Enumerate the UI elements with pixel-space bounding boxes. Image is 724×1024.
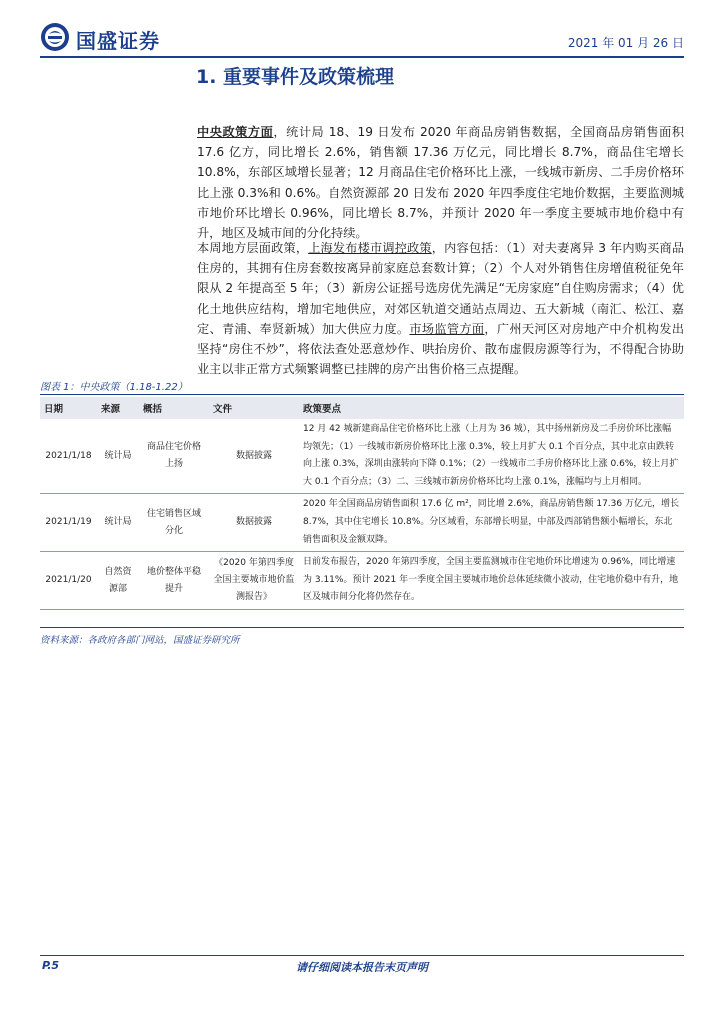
table-row xyxy=(40,419,684,494)
row-summary: 住宅销售区域分化 xyxy=(139,494,209,552)
table-bottom-divider xyxy=(40,627,684,628)
row-date: 2021/1/18 xyxy=(40,419,97,494)
row-points: 2020 年全国商品房销售面积 17.6 亿 m²，同比增 2.6%，商品房销售额 17.36 万亿元，增长 8.7%，其中住宅增长 10.8%。分区域看，东部增长明显，中部及西部销售额小幅增长，东北销售面积及金额双降。 xyxy=(299,494,684,552)
row-source: 自然资源部 xyxy=(97,552,139,610)
table-row xyxy=(40,552,684,610)
header-points: 政策要点 xyxy=(299,397,684,419)
central-policy-body: ，统计局 18、19 日发布 2020 年商品房销售数据，全国商品房销售面积 17.6 亿方，同比增长 2.6%，销售额 17.36 万亿元，同比增长 8.7%，商品住宅增长 10.8%，东部区域增长显著；12 月商品住宅价格环比上涨，一线城市新房、二手房价格环比上涨 0.3%和 0.6%。自然资源部 20 日发布 2020 年四季度住宅地价数据，主要监测城市地价环比增长 0.96%，同比增长 8.7%，并预计 2020 年一季度主要城市地价稳中有升，地区及城市间的分化持续。 xyxy=(197,125,685,241)
footer-disclaimer: 请仔细阅读本报告末页声明 xyxy=(296,961,428,974)
header-summary: 概括 xyxy=(139,397,209,419)
local-policy-intro: 本周地方层面政策， xyxy=(197,241,309,255)
header-divider xyxy=(40,56,684,58)
caption-divider xyxy=(40,394,684,395)
local-policy-details: ，内容包括：（1）对夫妻离异 3 年内购买商品住房的，其拥有住房套数按离异前家庭总套数计算；（2）个人对外销售住房增值税征免年限从 2 年提高至 5 年；（3）新房公证摇号选房优先满足“无房家庭”自住购房需求；（4）优化土地供应结构，增加宅地供应，对郊区轨道交通站点周边、五大新城（南汇、松江、嘉定、青浦、奉贤新城）加大供应力度。 xyxy=(197,241,685,336)
market-regulation-details: ，广州天河区对房地产中介机构发出坚持“房住不炒”，将依法查处恶意炒作、哄抬房价、散布虚假房源等行为，不得配合协助业主以非正常方式频繁调整已挂牌的房产出售价格三点提醒。 xyxy=(197,321,685,377)
row-document: 数据披露 xyxy=(209,494,299,552)
table-row xyxy=(40,494,684,552)
page-header xyxy=(40,20,684,54)
row-document: 数据披露 xyxy=(209,419,299,494)
page-number: P.5 xyxy=(42,959,60,972)
company-logo-text: 国盛证券 xyxy=(76,29,160,53)
header-document: 文件 xyxy=(209,397,299,419)
row-summary: 商品住宅价格上扬 xyxy=(139,419,209,494)
row-source: 统计局 xyxy=(97,419,139,494)
market-regulation-highlight: 市场监管方面 xyxy=(409,321,485,336)
row-points: 日前发布报告，2020 年第四季度，全国主要监测城市住宅地价环比增速为 0.96%，同比增速为 3.11%。预计 2021 年一季度全国主要城市地价总体延续微小波动，住宅地价稳中有升，地区及城市间分化将仍然存在。 xyxy=(299,552,684,610)
central-policy-lead: 中央政策方面 xyxy=(197,125,274,139)
local-policy-paragraph xyxy=(197,238,684,379)
report-date: 2021 年 01 月 26 日 xyxy=(567,36,684,50)
central-policy-table xyxy=(40,397,684,610)
footer-divider xyxy=(40,955,684,956)
header-date: 日期 xyxy=(40,397,97,419)
section-title: 1. 重要事件及政策梳理 xyxy=(196,66,395,88)
row-points: 12 月 42 城新建商品住宅价格环比上涨（上月为 36 城），其中扬州新房及二手房价环比涨幅均领先；（1）一线城市新房价格环比上涨 0.3%，较上月扩大 0.1 个百分点，其中北京由跌转向上涨 0.3%，深圳由涨转向下降 0.1%；（2）一线城市二手房价格环比上涨 0.6%，较上月扩大 0.1 个百分点；（3）二、三线城市新房价格环比均上涨 0.1%，涨幅均与上月相同。 xyxy=(299,419,684,494)
row-date: 2021/1/20 xyxy=(40,552,97,610)
row-source: 统计局 xyxy=(97,494,139,552)
shanghai-policy-highlight: 上海发布楼市调控政策 xyxy=(308,241,432,255)
figure-caption: 图表 1：中央政策（1.18-1.22） xyxy=(40,382,188,393)
row-summary: 地价整体平稳提升 xyxy=(139,552,209,610)
central-policy-paragraph xyxy=(197,122,684,243)
table-header-row xyxy=(40,397,684,419)
source-note: 资料来源：各政府各部门网站，国盛证券研究所 xyxy=(40,635,240,646)
row-document: 《2020 年第四季度全国主要城市地价监测报告》 xyxy=(209,552,299,610)
header-source: 来源 xyxy=(97,397,139,419)
row-date: 2021/1/19 xyxy=(40,494,97,552)
guosheng-logo-icon xyxy=(40,22,70,52)
